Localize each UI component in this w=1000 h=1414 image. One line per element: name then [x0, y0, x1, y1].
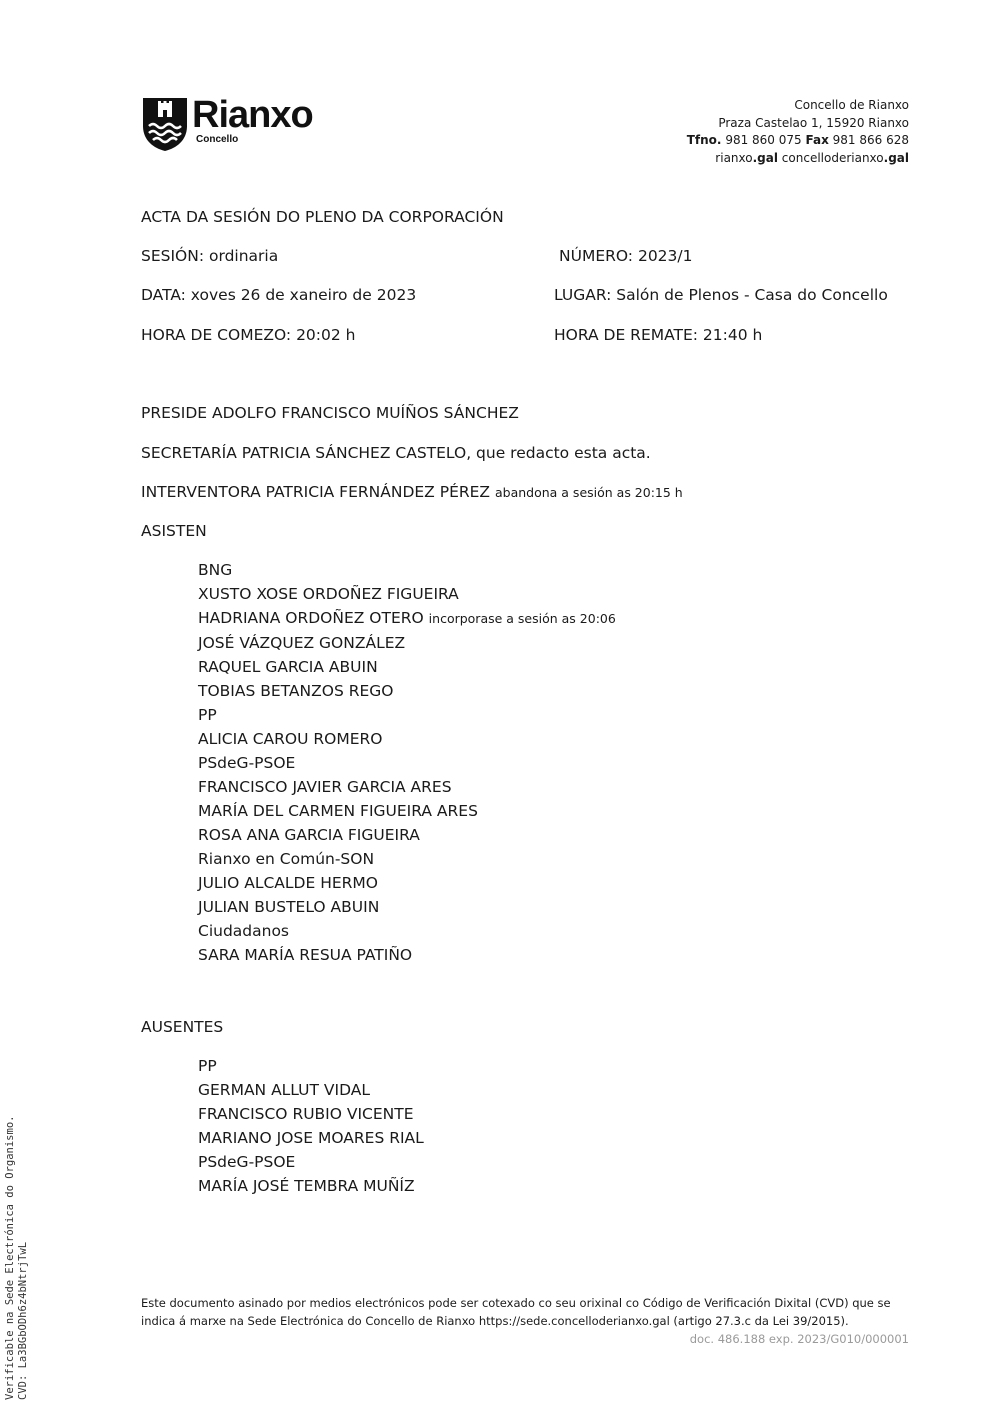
- logo-name: Rianxo: [192, 94, 313, 136]
- logo-subtitle: Concello: [196, 134, 239, 145]
- interventora-note: abandona a sesión as 20:15 h: [494, 485, 683, 500]
- interventora-name: INTERVENTORA PATRICIA FERNÁNDEZ PÉREZ: [141, 483, 491, 501]
- asisten-name: JULIAN BUSTELO ABUIN: [198, 898, 380, 916]
- sesion-date: DATA: xoves 26 de xaneiro de 2023: [141, 286, 417, 304]
- ausente-item: GERMAN ALLUT VIDAL: [198, 1081, 370, 1099]
- asisten-item: [198, 799, 616, 823]
- fax-label: Fax: [805, 133, 829, 147]
- asisten-item: [198, 582, 616, 606]
- asisten-name: XUSTO XOSE ORDOÑEZ FIGUEIRA: [198, 585, 459, 603]
- footer-text: Este documento asinado por medios electrónicos pode ser cotexado co seu orixinal co Código de Verificación Dixital (CVD) que se indica á marxe na Sede Electrónica do Concello de Rianxo https://sede.concelloderianxo.gal (artigo 27.3.c da Lei 39/2015).: [141, 1296, 891, 1328]
- ausente-item: PP: [198, 1057, 217, 1075]
- acta-title: ACTA DA SESIÓN DO PLENO DA CORPORACIÓN: [141, 208, 504, 226]
- asisten-item: [198, 727, 616, 751]
- asisten-item: [198, 871, 616, 895]
- asisten-name: ALICIA CAROU ROMERO: [198, 730, 383, 748]
- sesion-number: NÚMERO: 2023/1: [559, 247, 693, 265]
- asisten-item: [198, 895, 616, 919]
- asisten-item: [198, 679, 616, 703]
- ausente-item: MARÍA JOSÉ TEMBRA MUÑÍZ: [198, 1177, 415, 1195]
- sesion-type: SESIÓN: ordinaria: [141, 247, 279, 265]
- preside: PRESIDE ADOLFO FRANCISCO MUÍÑOS SÁNCHEZ: [141, 404, 519, 422]
- asisten-name: FRANCISCO JAVIER GARCIA ARES: [198, 778, 452, 796]
- castle-shield-icon: [141, 96, 189, 152]
- asisten-name: ROSA ANA GARCIA FIGUEIRA: [198, 826, 420, 844]
- asisten-item: [198, 919, 616, 943]
- asisten-item: [198, 943, 616, 967]
- web2-prefix[interactable]: concelloderianxo: [781, 150, 884, 165]
- ausente-item: FRANCISCO RUBIO VICENTE: [198, 1105, 414, 1123]
- asisten-name: MARÍA DEL CARMEN FIGUEIRA ARES: [198, 802, 478, 820]
- header-contact: [687, 97, 909, 167]
- asisten-item: [198, 847, 616, 871]
- asisten-note: incorporase a sesión as 20:06: [428, 611, 616, 626]
- end-time: HORA DE REMATE: 21:40 h: [554, 326, 763, 344]
- phone-fax-line: [687, 132, 909, 150]
- asisten-name: PP: [198, 706, 217, 724]
- asisten-name: Ciudadanos: [198, 922, 290, 940]
- asisten-name: JOSÉ VÁZQUEZ GONZÁLEZ: [198, 634, 406, 652]
- secretaria: SECRETARÍA PATRICIA SÁNCHEZ CASTELO, que redacto esta acta.: [141, 444, 651, 462]
- tel-value: 981 860 075: [725, 133, 802, 147]
- ausentes-heading: AUSENTES: [141, 1018, 224, 1036]
- web1-prefix[interactable]: rianxo: [715, 150, 753, 165]
- asisten-item: [198, 631, 616, 655]
- asisten-name: HADRIANA ORDOÑEZ OTERO: [198, 609, 424, 627]
- asisten-list: [198, 558, 616, 967]
- side-verification: [4, 1020, 30, 1400]
- asisten-name: JULIO ALCALDE HERMO: [198, 874, 378, 892]
- asisten-item: [198, 558, 616, 582]
- web-line: [687, 150, 909, 168]
- asisten-item: [198, 751, 616, 775]
- ausentes-list: [198, 1054, 424, 1198]
- asisten-item: [198, 823, 616, 847]
- footer-ref: doc. 486.188 exp. 2023/G010/000001: [689, 1332, 909, 1346]
- asisten-heading: ASISTEN: [141, 522, 207, 540]
- ausente-item: MARIANO JOSE MOARES RIAL: [198, 1129, 424, 1147]
- asisten-item: [198, 606, 616, 631]
- web1-suffix[interactable]: .gal: [752, 150, 778, 165]
- ausente-item: PSdeG-PSOE: [198, 1153, 296, 1171]
- asisten-name: BNG: [198, 561, 233, 579]
- tel-label: Tfno.: [686, 133, 722, 147]
- start-time: HORA DE COMEZO: 20:02 h: [141, 326, 356, 344]
- asisten-name: Rianxo en Común-SON: [198, 850, 375, 868]
- logo: [141, 96, 313, 152]
- org-address: Praza Castelao 1, 15920 Rianxo: [718, 115, 909, 130]
- asisten-name: RAQUEL GARCIA ABUIN: [198, 658, 378, 676]
- asisten-item: [198, 775, 616, 799]
- interventora: [141, 482, 683, 503]
- asisten-name: TOBIAS BETANZOS REGO: [198, 682, 394, 700]
- verify-note: CVD: La3BGbODh6z4bNtrjTwL: [17, 1241, 29, 1400]
- asisten-name: SARA MARÍA RESUA PATIÑO: [198, 946, 413, 964]
- asisten-name: PSdeG-PSOE: [198, 754, 296, 772]
- web2-suffix[interactable]: .gal: [883, 150, 909, 165]
- org-name: Concello de Rianxo: [794, 98, 909, 112]
- fax-value: 981 866 628: [832, 133, 909, 147]
- cvd-code: Verificable na Sede Electrónica do Organismo.: [4, 1115, 16, 1400]
- asisten-item: [198, 703, 616, 727]
- asisten-item: [198, 655, 616, 679]
- sesion-place: LUGAR: Salón de Plenos - Casa do Concello: [554, 286, 888, 304]
